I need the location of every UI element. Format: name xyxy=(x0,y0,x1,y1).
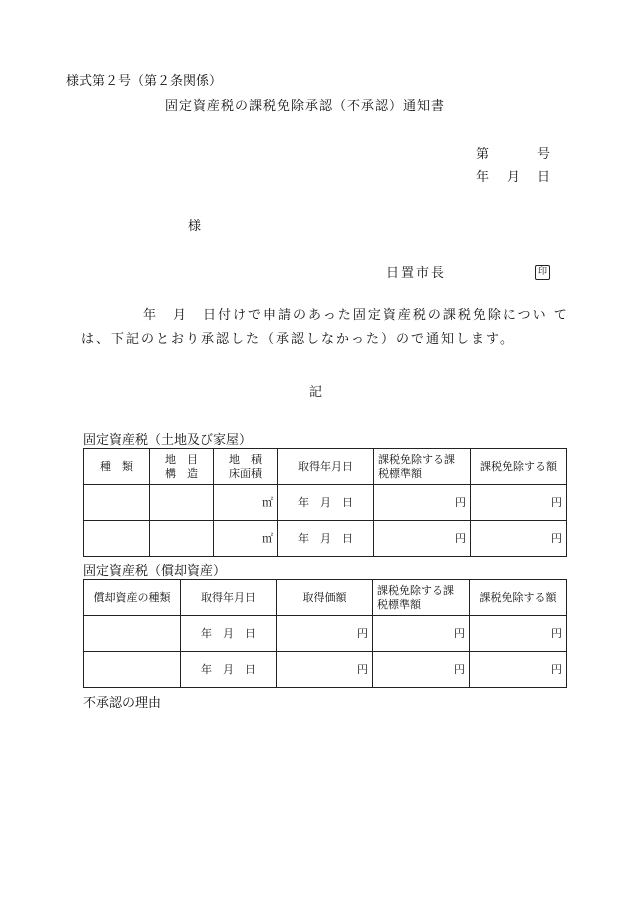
cell-exempt-amount[interactable]: 円 xyxy=(471,485,567,521)
section2-heading: 固定資産税（償却資産） xyxy=(83,564,227,579)
cell-kind[interactable] xyxy=(84,485,150,521)
section1-heading: 固定資産税（土地及び家屋） xyxy=(83,433,253,448)
seal-text: 印 xyxy=(535,265,550,280)
table-row xyxy=(84,652,567,688)
cell-area[interactable]: ㎡ xyxy=(214,485,278,521)
header-chiseki xyxy=(214,449,278,485)
cell-tax-standard[interactable]: 円 xyxy=(374,485,471,521)
header-tax-standard xyxy=(374,449,471,485)
cell-chimoku[interactable] xyxy=(150,521,214,557)
cell-tax-standard[interactable]: 円 xyxy=(373,652,470,688)
doc-no-dai: 第 xyxy=(476,147,490,162)
cell-tax-standard[interactable]: 円 xyxy=(373,616,470,652)
table-row xyxy=(84,485,567,521)
header-tax-standard-line2: 税標準額 xyxy=(377,597,421,611)
ki-heading: 記 xyxy=(309,385,323,400)
header-acquisition-price: 取得価額 xyxy=(277,580,373,616)
table-row xyxy=(84,521,567,557)
body-line-2: は、下記のとおり承認した（承認しなかった）ので通知します。 xyxy=(81,332,515,347)
header-exempt-amount: 課税免除する額 xyxy=(471,449,567,485)
cell-chimoku[interactable] xyxy=(150,485,214,521)
cell-acquisition-date[interactable]: 年 月 日 xyxy=(181,616,277,652)
date-day: 日 xyxy=(537,170,551,185)
issuer-name: 日置市長 xyxy=(386,266,447,281)
cell-tax-standard[interactable]: 円 xyxy=(374,521,471,557)
header-tax-standard-line2: 税標準額 xyxy=(378,466,422,480)
header-tax-standard-line1: 課税免除する課 xyxy=(378,452,455,466)
cell-asset-kind[interactable] xyxy=(84,616,181,652)
header-asset-kind: 償却資産の種類 xyxy=(84,580,181,616)
cell-asset-kind[interactable] xyxy=(84,652,181,688)
cell-exempt-amount[interactable]: 円 xyxy=(471,521,567,557)
header-chiseki-line1: 地 積 xyxy=(229,452,262,466)
header-acquisition-date: 取得年月日 xyxy=(278,449,374,485)
cell-kind[interactable] xyxy=(84,521,150,557)
header-exempt-amount: 課税免除する額 xyxy=(470,580,567,616)
form-number: 様式第２号（第２条関係） xyxy=(66,74,223,89)
doc-no-go: 号 xyxy=(537,147,551,162)
table-row xyxy=(84,616,567,652)
cell-exempt-amount[interactable]: 円 xyxy=(470,652,567,688)
cell-exempt-amount[interactable]: 円 xyxy=(470,616,567,652)
depreciable-assets-table xyxy=(83,579,567,688)
cell-acquisition-price[interactable]: 円 xyxy=(277,616,373,652)
date-month: 月 xyxy=(507,170,521,185)
header-acquisition-date: 取得年月日 xyxy=(181,580,277,616)
cell-acquisition-date[interactable]: 年 月 日 xyxy=(278,485,374,521)
table-header-row xyxy=(84,580,567,616)
table-header-row xyxy=(84,449,567,485)
header-chimoku-line1: 地 目 xyxy=(165,452,198,466)
land-building-table xyxy=(83,448,567,557)
addressee-suffix: 様 xyxy=(188,219,202,234)
header-chimoku-line2: 構 造 xyxy=(165,466,198,480)
cell-area[interactable]: ㎡ xyxy=(214,521,278,557)
reason-label: 不承認の理由 xyxy=(83,696,162,711)
header-kind: 種 類 xyxy=(84,449,150,485)
cell-acquisition-date[interactable]: 年 月 日 xyxy=(278,521,374,557)
seal-mark xyxy=(535,263,550,280)
date-year: 年 xyxy=(476,170,490,185)
document-title: 固定資産税の課税免除承認（不承認）通知書 xyxy=(165,99,446,114)
cell-acquisition-date[interactable]: 年 月 日 xyxy=(181,652,277,688)
header-tax-standard-line1: 課税免除する課 xyxy=(377,583,454,597)
cell-acquisition-price[interactable]: 円 xyxy=(277,652,373,688)
body-line-1: 年 月 日付けで申請のあった固定資産税の課税免除につい て xyxy=(143,308,569,323)
header-tax-standard xyxy=(373,580,470,616)
header-chiseki-line2: 床面積 xyxy=(229,466,262,480)
header-chimoku xyxy=(150,449,214,485)
